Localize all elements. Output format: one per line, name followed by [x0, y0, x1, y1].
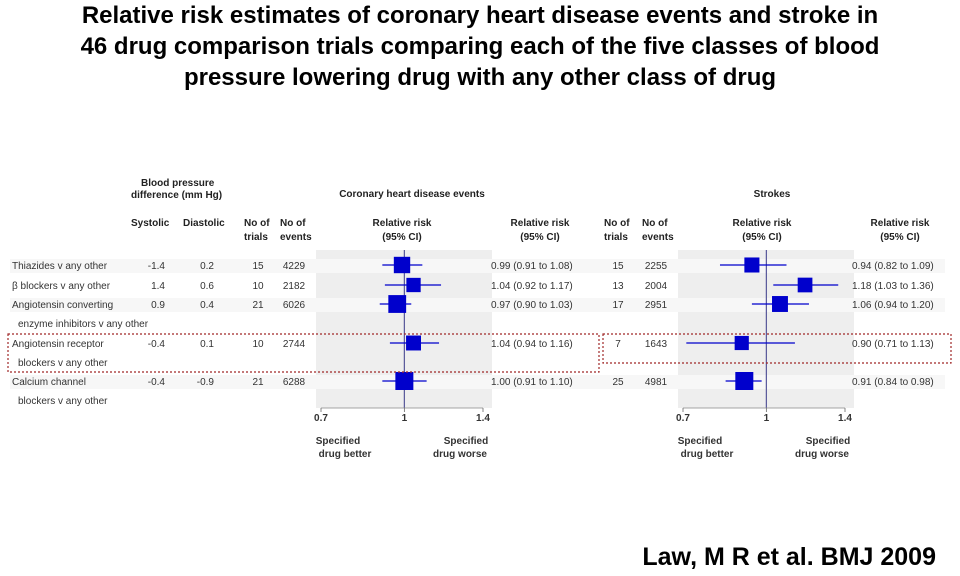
stroke-events-value: 2951 — [644, 300, 668, 311]
point-estimate-marker — [394, 257, 410, 273]
stroke-events-value: 1643 — [644, 339, 668, 350]
row-label: blockers v any other — [18, 396, 108, 407]
diastolic-header: Diastolic — [183, 218, 225, 229]
events-header: events — [280, 232, 312, 243]
events-header: events — [642, 232, 674, 243]
stroke-ci-value: 0.94 (0.82 to 1.09) — [852, 261, 934, 272]
point-estimate-marker — [735, 336, 749, 350]
diastolic-value: -0.9 — [196, 377, 214, 388]
stroke-trials-value: 13 — [612, 281, 624, 292]
favours-left-label: drug better — [680, 449, 734, 460]
row-label: blockers v any other — [18, 358, 108, 369]
trials-header: trials — [604, 232, 628, 243]
events-header: No of — [642, 218, 668, 229]
stroke-ci-value: 0.90 (0.71 to 1.13) — [852, 339, 934, 350]
title-line: Relative risk estimates of coronary heart disease events and stroke in — [81, 2, 879, 29]
stroke-ci-value: 1.06 (0.94 to 1.20) — [852, 300, 934, 311]
trials-header: No of — [604, 218, 630, 229]
diastolic-value: 0.1 — [200, 339, 214, 350]
diastolic-value: 0.6 — [200, 281, 214, 292]
chd-trials-value: 21 — [252, 377, 264, 388]
citation: Law, M R et al. BMJ 2009 — [642, 543, 936, 571]
systolic-value: -0.4 — [147, 377, 165, 388]
systolic-value: -1.4 — [147, 261, 165, 272]
x-tick-label: 0.7 — [676, 413, 690, 424]
rr-header: (95% CI) — [382, 232, 422, 243]
diastolic-value: 0.2 — [200, 261, 214, 272]
rr-ci-header: Relative risk — [870, 218, 930, 229]
chd-events-value: 6288 — [282, 377, 306, 388]
stroke-events-value: 4981 — [644, 377, 668, 388]
row-label: Angiotensin receptor — [12, 339, 104, 350]
favours-left-label: Specified — [315, 436, 361, 447]
row-label: Angiotensin converting — [12, 300, 114, 311]
point-estimate-marker — [406, 336, 421, 351]
stroke-trials-value: 7 — [615, 339, 621, 350]
row-label: β blockers v any other — [12, 281, 111, 292]
stroke-trials-value: 15 — [612, 261, 624, 272]
favours-right-label: drug worse — [433, 449, 487, 460]
chd-events-value: 2744 — [282, 339, 306, 350]
point-estimate-marker — [388, 295, 406, 313]
title-line: 46 drug comparison trials comparing each of the five classes of blood — [80, 33, 880, 60]
bp-header: difference (mm Hg) — [131, 190, 223, 201]
x-tick-label: 0.7 — [314, 413, 328, 424]
chd-ci-value: 1.00 (0.91 to 1.10) — [491, 377, 573, 388]
point-estimate-marker — [406, 278, 420, 292]
chd-ci-value: 1.04 (0.92 to 1.17) — [491, 281, 573, 292]
stroke-trials-value: 25 — [612, 377, 624, 388]
rr-ci-header: (95% CI) — [880, 232, 920, 243]
point-estimate-marker — [744, 257, 759, 272]
systolic-value: 1.4 — [151, 281, 165, 292]
rr-header: (95% CI) — [742, 232, 782, 243]
x-tick-label: 1.4 — [838, 413, 852, 424]
favours-right-label: drug worse — [795, 449, 849, 460]
x-tick-label: 1 — [401, 413, 408, 424]
stroke-trials-value: 17 — [612, 300, 624, 311]
systolic-header: Systolic — [131, 218, 170, 229]
row-label: Thiazides v any other — [12, 261, 108, 272]
stroke-ci-value: 1.18 (1.03 to 1.36) — [852, 281, 934, 292]
systolic-value: -0.4 — [147, 339, 165, 350]
title-line: pressure lowering drug with any other class of drug — [183, 64, 777, 91]
favours-left-label: Specified — [677, 436, 723, 447]
favours-left-label: drug better — [318, 449, 372, 460]
stroke-ci-value: 0.91 (0.84 to 0.98) — [852, 377, 934, 388]
favours-right-label: Specified — [805, 436, 851, 447]
point-estimate-marker — [395, 372, 413, 390]
chd-ci-value: 0.97 (0.90 to 1.03) — [491, 300, 573, 311]
chd-trials-value: 15 — [252, 261, 264, 272]
diastolic-value: 0.4 — [200, 300, 214, 311]
chd-events-value: 6026 — [282, 300, 306, 311]
trials-header: No of — [244, 218, 270, 229]
x-tick-label: 1.4 — [476, 413, 490, 424]
trials-header: trials — [244, 232, 268, 243]
bp-header: Blood pressure — [141, 178, 215, 189]
row-label: enzyme inhibitors v any other — [18, 319, 149, 330]
rr-ci-header: Relative risk — [510, 218, 570, 229]
row-label: Calcium channel — [12, 377, 86, 388]
rr-ci-header: (95% CI) — [520, 232, 560, 243]
panel-title: Strokes — [753, 189, 791, 200]
rr-header: Relative risk — [372, 218, 432, 229]
chd-trials-value: 10 — [252, 281, 264, 292]
rr-header: Relative risk — [732, 218, 792, 229]
point-estimate-marker — [798, 278, 813, 293]
chd-events-value: 4229 — [282, 261, 306, 272]
stroke-events-value: 2004 — [644, 281, 668, 292]
point-estimate-marker — [772, 296, 788, 312]
systolic-value: 0.9 — [151, 300, 165, 311]
chd-trials-value: 21 — [252, 300, 264, 311]
stroke-events-value: 2255 — [644, 261, 668, 272]
panel-title: Coronary heart disease events — [339, 189, 485, 200]
chd-ci-value: 0.99 (0.91 to 1.08) — [491, 261, 573, 272]
chd-trials-value: 10 — [252, 339, 264, 350]
point-estimate-marker — [735, 372, 753, 390]
chd-ci-value: 1.04 (0.94 to 1.16) — [491, 339, 573, 350]
events-header: No of — [280, 218, 306, 229]
favours-right-label: Specified — [443, 436, 489, 447]
chd-events-value: 2182 — [282, 281, 306, 292]
x-tick-label: 1 — [763, 413, 770, 424]
